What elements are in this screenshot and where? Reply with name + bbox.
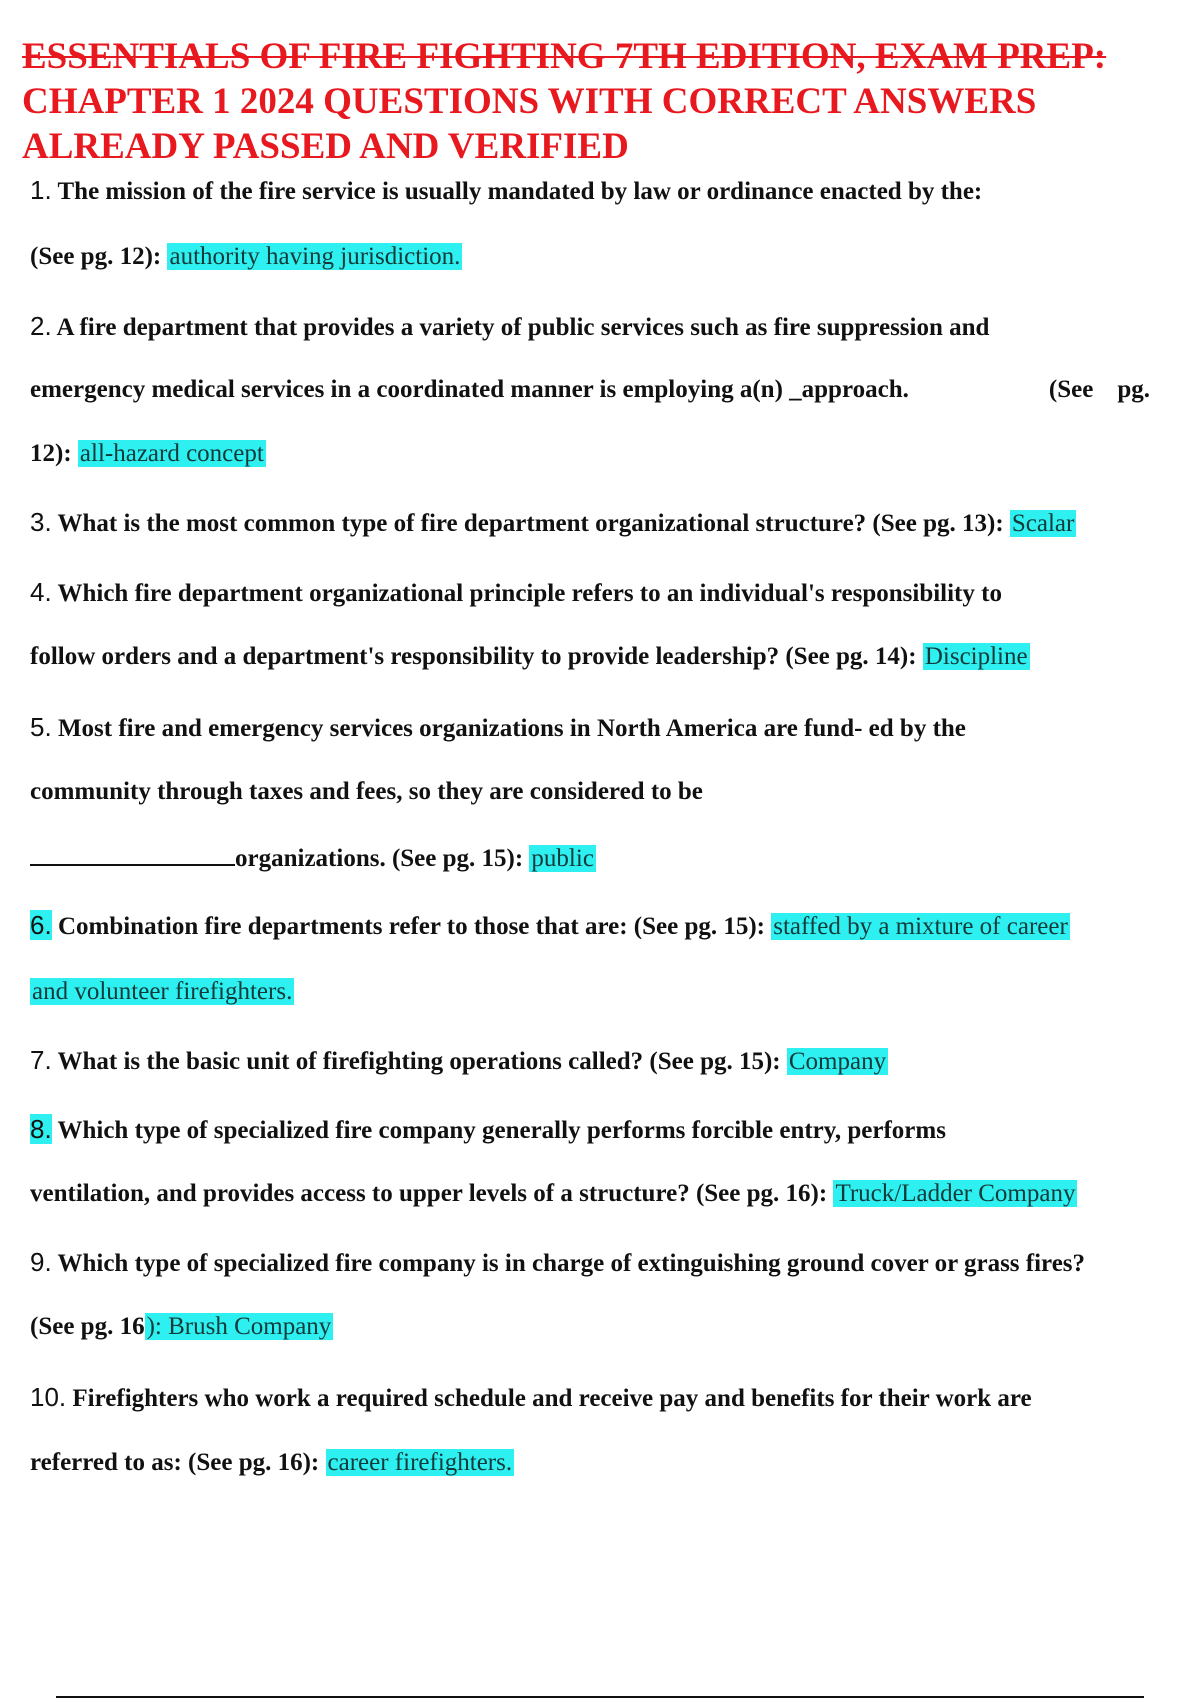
question-2-number: 2. <box>30 311 52 341</box>
question-5-text: Most fire and emergency services organizations in North America are fund- ed by the <box>51 715 966 742</box>
question-10-answer: career firefighters. <box>327 1449 513 1476</box>
question-6-line-1 <box>30 908 1070 944</box>
question-6-line-2 <box>30 975 294 1009</box>
title-line-1: ESSENTIALS OF FIRE FIGHTING 7TH EDITION, EXAM PREP: <box>22 36 1107 77</box>
question-10-line-2 <box>30 1446 514 1480</box>
question-1-line-2 <box>30 240 462 274</box>
question-4-line-2 <box>30 640 1030 674</box>
question-2-text-continued: emergency medical services in a coordinated manner is employing a(n) _approach. <box>30 376 909 403</box>
question-2-line-2 <box>30 373 1150 407</box>
document-title <box>22 34 1192 169</box>
question-6-number: 6. <box>30 910 52 940</box>
question-3-answer: Scalar <box>1011 510 1075 537</box>
question-4-answer: Discipline <box>924 643 1028 670</box>
question-2-text: A fire department that provides a variety of public services such as fire suppression and <box>51 314 990 341</box>
question-3-line-1 <box>30 505 1076 541</box>
question-10-number: 10. <box>30 1382 67 1412</box>
question-4-text: Which fire department organizational principle refers to an individual's responsibility to <box>51 580 1002 607</box>
question-8-text: Which type of specialized fire company generally performs forcible entry, performs <box>51 1117 946 1144</box>
question-8-line-1 <box>30 1112 946 1148</box>
question-2-reference: 12): <box>30 440 78 467</box>
question-5-line-1 <box>30 710 966 746</box>
question-3-text: What is the most common type of fire department organizational structure? (See pg. 13): <box>51 510 1010 537</box>
question-1-line-1 <box>30 173 982 209</box>
question-5-line-2 <box>30 775 703 809</box>
question-5-text-continued: community through taxes and fees, so they are considered to be <box>30 778 703 805</box>
question-8-reference: ventilation, and provides access to upper levels of a structure? (See pg. 16): <box>30 1180 834 1207</box>
question-7-line-1 <box>30 1043 888 1079</box>
question-2-line-1 <box>30 309 989 345</box>
question-10-text: Firefighters who work a required schedule and receive pay and benefits for their work are <box>66 1385 1032 1412</box>
question-2-pg: pg. <box>1117 376 1150 403</box>
question-2-answer: all-hazard concept <box>79 440 264 467</box>
question-10-line-1 <box>30 1380 1032 1416</box>
question-4-reference: follow orders and a department's responsibility to provide leadership? (See pg. 14): <box>30 643 923 670</box>
question-6-text: Combination fire departments refer to those that are: (See pg. 15): <box>51 913 772 940</box>
question-3-number: 3. <box>30 507 52 537</box>
question-8-line-2 <box>30 1177 1077 1211</box>
question-8-number: 8. <box>30 1114 52 1144</box>
question-5-number: 5. <box>30 712 52 742</box>
question-7-text: What is the basic unit of firefighting operations called? (See pg. 15): <box>51 1048 787 1075</box>
question-4-number: 4. <box>30 577 52 607</box>
question-9-line-2 <box>30 1310 333 1344</box>
question-1-answer: authority having jurisdiction. <box>169 243 461 270</box>
question-9-answer: ): Brush Company <box>146 1313 332 1340</box>
question-8-answer: Truck/Ladder Company <box>835 1180 1076 1207</box>
question-5-reference: organizations. (See pg. 15): <box>235 845 530 872</box>
question-6-answer-part-2: and volunteer firefighters. <box>32 978 293 1005</box>
footer-divider <box>56 1696 1144 1698</box>
question-6-answer-part-1: staffed by a mixture of career <box>773 913 1068 940</box>
question-10-reference: referred to as: (See pg. 16): <box>30 1449 326 1476</box>
question-9-text: Which type of specialized fire company is in charge of extinguishing ground cover or grass fires? <box>51 1250 1086 1277</box>
question-5-answer: public <box>531 845 594 872</box>
question-1-text: The mission of the fire service is usually mandated by law or ordinance enacted by the: <box>51 178 983 205</box>
title-line-2: CHAPTER 1 2024 QUESTIONS WITH CORRECT ANSWERS <box>22 81 1037 122</box>
answer-blank <box>30 840 235 866</box>
question-9-line-1 <box>30 1245 1085 1281</box>
question-7-answer: Company <box>788 1048 887 1075</box>
question-9-reference: (See pg. 16 <box>30 1313 145 1340</box>
question-1-reference: (See pg. 12): <box>30 243 168 270</box>
question-9-number: 9. <box>30 1247 52 1277</box>
question-7-number: 7. <box>30 1045 52 1075</box>
question-2-line-3 <box>30 437 266 471</box>
question-5-line-3 <box>30 840 596 876</box>
question-1-number: 1. <box>30 175 52 205</box>
question-4-line-1 <box>30 575 1002 611</box>
question-2-see: (See <box>1048 376 1094 403</box>
title-line-3: ALREADY PASSED AND VERIFIED <box>22 126 629 167</box>
